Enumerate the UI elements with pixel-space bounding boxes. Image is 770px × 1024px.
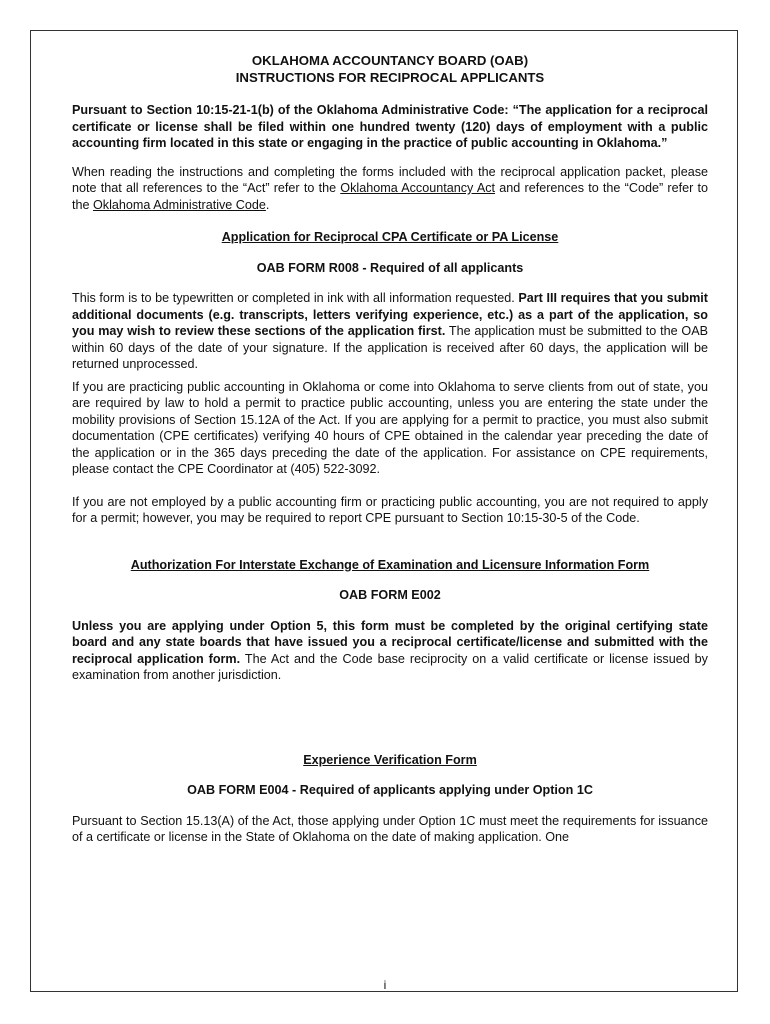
- oklahoma-accountancy-act-link[interactable]: Oklahoma Accountancy Act: [340, 181, 496, 195]
- intro-note: [72, 164, 708, 214]
- application-paragraph-1: [72, 290, 708, 373]
- application-paragraph-3: If you are not employed by a public accounting firm or practicing public accounting, you are not required to apply for a permit; however, you may be required to report CPE pursuant to Section 10:15-30-5 of the Code.: [72, 494, 708, 525]
- section-heading-application: Application for Reciprocal CPA Certificate or PA License: [221, 230, 559, 244]
- section-heading-experience: Experience Verification Form: [303, 752, 477, 767]
- authorization-text: The Act and the Code base reciprocity on a valid certificate or license issued by examination from another jurisdiction.: [72, 651, 708, 682]
- application-p1-text: This form is to be typewritten or completed in ink with all information requested.: [72, 291, 519, 305]
- intro-quote: Pursuant to Section 10:15-21-1(b) of the Oklahoma Administrative Code: “The application for a reciprocal certificate or license shall be filed within one hundred twenty (120) days of employment with a public accounting firm located in this state or engaging in the practice of public accounting in Oklahoma.”: [72, 103, 708, 150]
- intro-note-text-3: .: [265, 197, 270, 212]
- authorization-bold: Unless you are applying under Option 5, this form must be completed by the original certifying state board and any state boards that have issued you a reciprocal certificate/license and submitted with the reciprocal application form.: [72, 618, 708, 666]
- page-number: i: [383, 978, 387, 992]
- document-title-line-2: INSTRUCTIONS FOR RECIPROCAL APPLICANTS: [235, 70, 545, 85]
- form-title-e002: OAB FORM E002: [339, 588, 441, 602]
- intro-note-text-2: and references to the “Code” refer to the: [72, 181, 708, 212]
- section-heading-authorization: Authorization For Interstate Exchange of Examination and Licensure Information Form: [130, 557, 650, 572]
- form-title-e004: OAB FORM E004 - Required of applicants applying under Option 1C: [187, 783, 593, 797]
- application-p1-bold: Part III requires that you submit additional documents (e.g. transcripts, letters verifying experience, etc.) as a part of the application, so you may wish to review these sections of the application first.: [72, 291, 708, 338]
- form-title-r008: OAB FORM R008 - Required of all applicants: [256, 260, 524, 275]
- application-paragraph-2: If you are practicing public accounting in Oklahoma or come into Oklahoma to serve clients from out of state, you are required by law to hold a permit to practice public accounting, unless you are entering the state under the mobility provisions of Section 15.12A of the Act. If you are applying for a permit to practice, you must also submit documentation (CPE certificates) verifying 40 hours of CPE obtained in the calendar year preceding the date of the application or in the 365 days preceding the date of the application. For assistance on CPE requirements, please contact the CPE Coordinator at (405) 522-3092.: [72, 379, 708, 476]
- application-p1-text-2: The application must be submitted to the OAB within 60 days of the date of your signature. If the application is received after 60 days, the application will be returned unprocessed.: [72, 324, 708, 371]
- document-body: [72, 52, 708, 846]
- experience-paragraph: Pursuant to Section 15.13(A) of the Act, those applying under Option 1C must meet the requirements for issuance of a certificate or license in the State of Oklahoma on the date of making application. One: [72, 813, 708, 844]
- authorization-paragraph: [72, 618, 708, 684]
- document-title-line-1: OKLAHOMA ACCOUNTANCY BOARD (OAB): [251, 53, 529, 68]
- intro-note-text-1: When reading the instructions and completing the forms included with the reciprocal application packet, please note that all references to the “Act” refer to the: [72, 164, 708, 195]
- oklahoma-administrative-code-link[interactable]: Oklahoma Administrative Code: [93, 197, 266, 212]
